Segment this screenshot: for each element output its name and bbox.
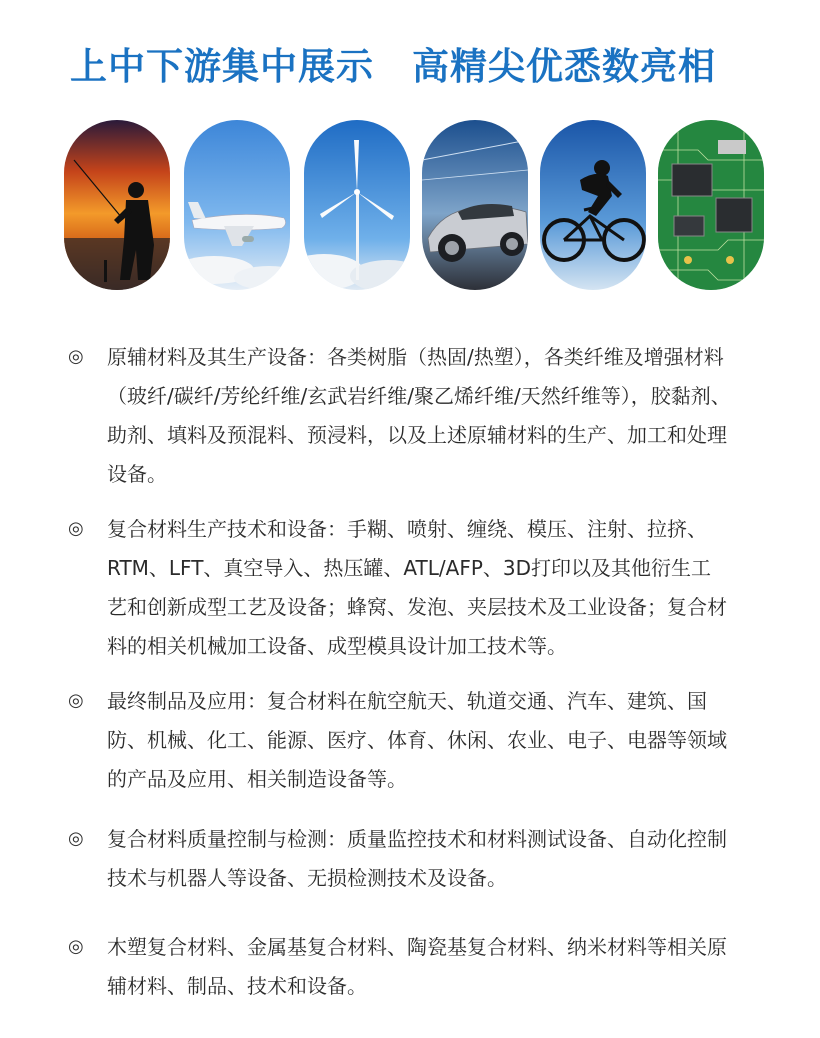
bullet-icon: ◎ <box>68 828 84 849</box>
list-item-line: 设备。 <box>107 462 167 486</box>
list-item-line: 最终制品及应用：复合材料在航空航天、轨道交通、汽车、建筑、国 <box>107 689 707 713</box>
list-item-line: 辅材料、制品、技术和设备。 <box>107 974 367 998</box>
page-title: 上中下游集中展示 高精尖优悉数亮相 <box>70 45 716 88</box>
list-item-line: 料的相关机械加工设备、成型模具设计加工技术等。 <box>107 634 567 658</box>
wind-turbine-image <box>304 120 410 290</box>
bullet-icon: ◎ <box>68 518 84 539</box>
list-item-line: 复合材料生产技术和设备：手糊、喷射、缠绕、模压、注射、拉挤、 <box>107 517 707 541</box>
list-item-line: （玻纤/碳纤/芳纶纤维/玄武岩纤维/聚乙烯纤维/天然纤维等），胶黏剂、 <box>107 384 731 408</box>
car-image <box>422 120 528 290</box>
fishing-sunset-image <box>64 120 170 290</box>
cyclist-image <box>540 120 646 290</box>
list-item-line: 防、机械、化工、能源、医疗、体育、休闲、农业、电子、电器等领域 <box>107 728 727 752</box>
list-item-line: 木塑复合材料、金属基复合材料、陶瓷基复合材料、纳米材料等相关原 <box>107 935 727 959</box>
bullet-icon: ◎ <box>68 936 84 957</box>
list-item-line: 艺和创新成型工艺及设备；蜂窝、发泡、夹层技术及工业设备；复合材 <box>107 595 727 619</box>
bullet-icon: ◎ <box>68 346 84 367</box>
list-item-line: 原辅材料及其生产设备：各类树脂（热固/热塑），各类纤维及增强材料 <box>107 345 724 369</box>
list-item-line: RTM、LFT、真空导入、热压罐、ATL/AFP、3D打印以及其他衍生工 <box>107 556 712 580</box>
list-item-line: 助剂、填料及预混料、预浸料，以及上述原辅材料的生产、加工和处理 <box>107 423 727 447</box>
list-item-line: 复合材料质量控制与检测：质量监控技术和材料测试设备、自动化控制 <box>107 827 727 851</box>
image-strip <box>64 120 764 290</box>
list-item-line: 的产品及应用、相关制造设备等。 <box>107 767 407 791</box>
airplane-image <box>184 120 290 290</box>
list-item-line: 技术与机器人等设备、无损检测技术及设备。 <box>107 866 507 890</box>
bullet-icon: ◎ <box>68 690 84 711</box>
circuit-board-image <box>658 120 764 290</box>
